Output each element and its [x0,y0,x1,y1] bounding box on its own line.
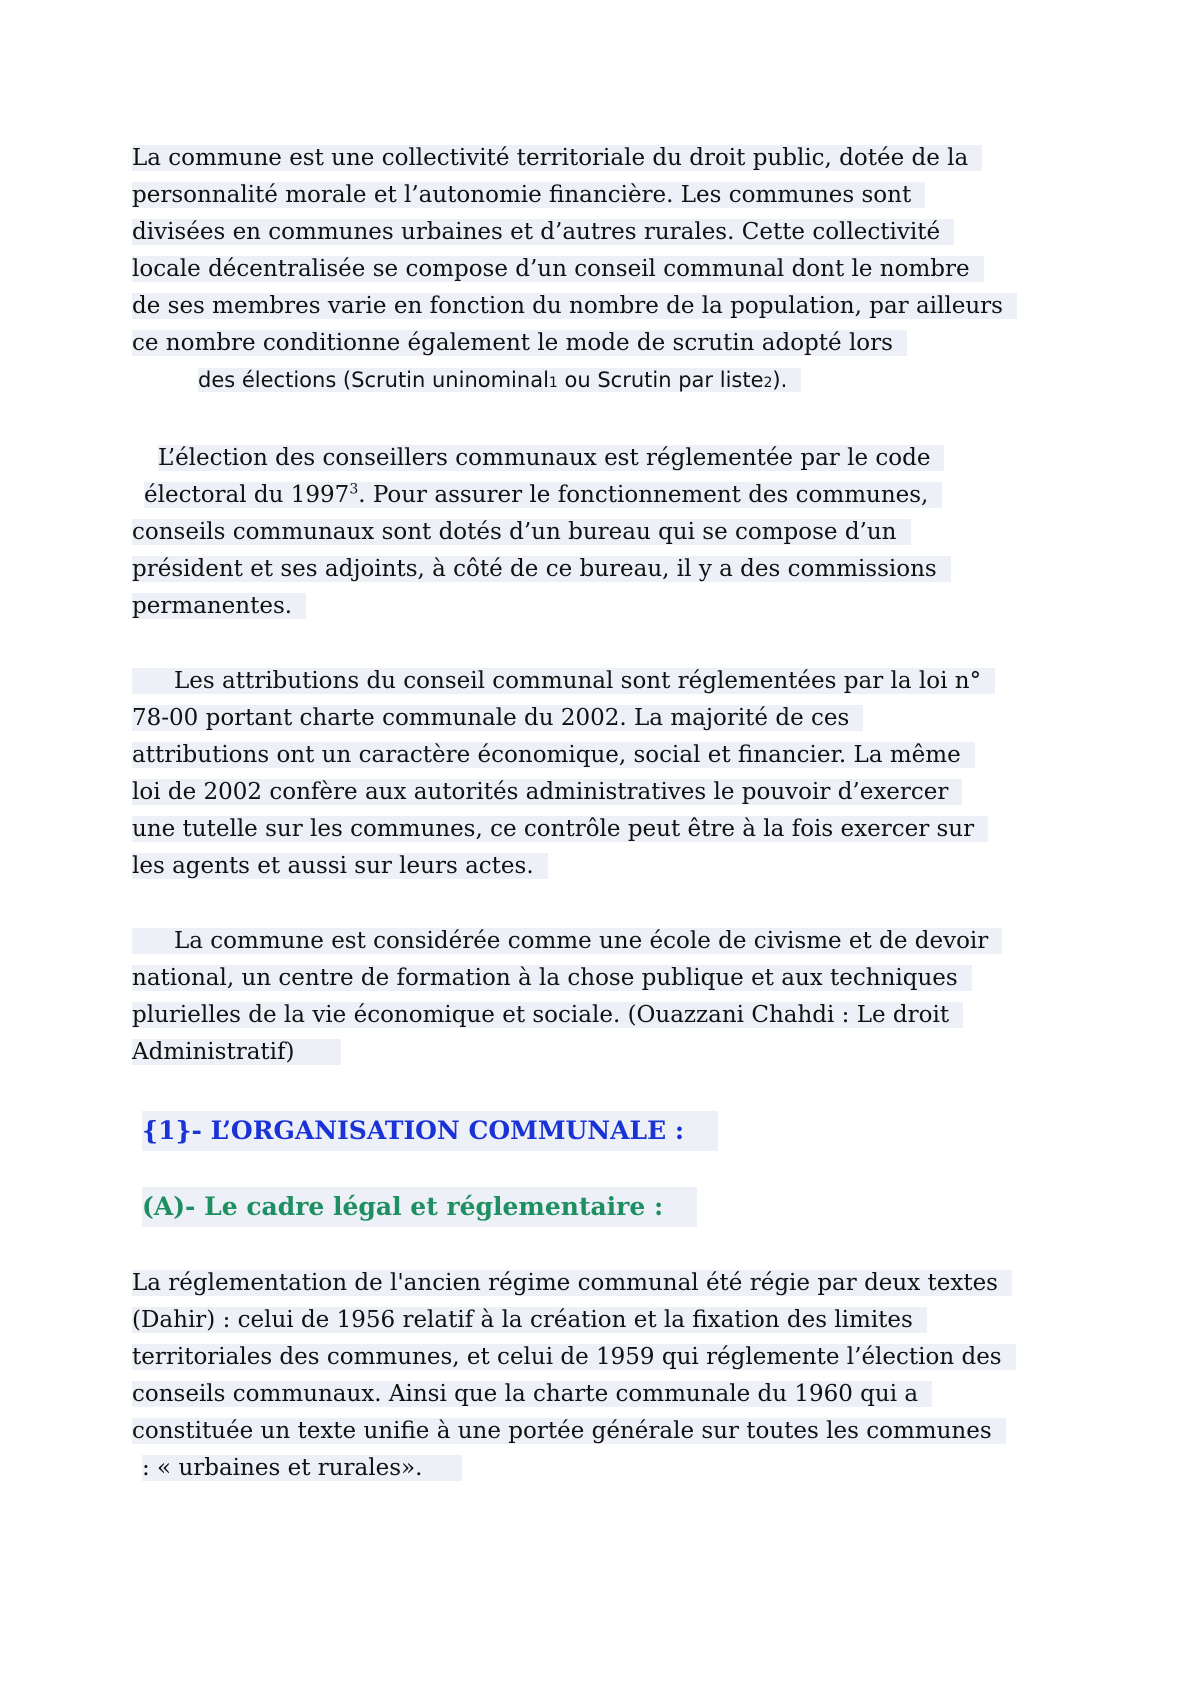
text-line: Administratif) [132,1039,341,1065]
text-line: de ses membres varie en fonction du nombre de la population, par ailleurs [132,293,1017,319]
document-page [132,140,1072,1525]
text-line: les agents et aussi sur leurs actes. [132,853,548,879]
footnote-ref-3[interactable]: 3 [349,481,359,498]
text-line: territoriales des communes, et celui de 1959 qui réglemente l’élection des [132,1344,1016,1370]
footnote-ref-1[interactable]: 1 [548,375,558,391]
subsection-heading-cadre-legal: (A)- Le cadre légal et réglementaire : [142,1187,697,1227]
paragraph-election-conseillers [132,440,1072,625]
text-line: conseils communaux. Ainsi que la charte communale du 1960 qui a [132,1381,932,1407]
text-line-elections [198,368,801,392]
text-line: L’élection des conseillers communaux est réglementée par le code [158,445,944,471]
text-line: plurielles de la vie économique et sociale. (Ouazzani Chahdi : Le droit [132,1002,963,1028]
text-line: national, un centre de formation à la chose publique et aux techniques [132,965,972,991]
text-line: locale décentralisée se compose d’un conseil communal dont le nombre [132,256,984,282]
text-line: La réglementation de l'ancien régime communal été régie par deux textes [132,1270,1012,1296]
section-heading-organisation-communale: {1}- L’ORGANISATION COMMUNALE : [142,1111,718,1151]
text-line: conseils communaux sont dotés d’un bureau qui se compose d’un [132,519,911,545]
text-fragment: électoral du 1997 [144,482,350,508]
text-line: ce nombre conditionne également le mode de scrutin adopté lors [132,330,907,356]
paragraph-attributions [132,663,1072,885]
paragraph-commune-definition [132,140,1072,402]
text-line: constituée un texte unifie à une portée générale sur toutes les communes [132,1418,1006,1444]
text-line: : « urbaines et rurales». [142,1455,462,1481]
text-line: permanentes. [132,593,306,619]
paragraph-reglementation [132,1265,1072,1487]
text-fragment: ). [772,368,788,392]
text-line: Les attributions du conseil communal sont réglementées par la loi n° [132,668,995,694]
text-line: personnalité morale et l’autonomie financière. Les communes sont [132,182,925,208]
text-fragment: des élections (Scrutin uninominal [198,368,549,392]
text-fragment: . Pour assurer le fonctionnement des communes, [358,482,929,508]
text-line-electoral [144,482,942,508]
text-line: divisées en communes urbaines et d’autres rurales. Cette collectivité [132,219,954,245]
footnote-ref-2[interactable]: 2 [763,375,773,391]
text-line: une tutelle sur les communes, ce contrôle peut être à la fois exercer sur [132,816,988,842]
text-fragment: ou Scrutin par liste [557,368,764,392]
text-line: président et ses adjoints, à côté de ce bureau, il y a des commissions [132,556,951,582]
text-line: La commune est une collectivité territoriale du droit public, dotée de la [132,145,982,171]
text-line: attributions ont un caractère économique, social et financier. La même [132,742,975,768]
text-line: 78-00 portant charte communale du 2002. La majorité de ces [132,705,863,731]
paragraph-ecole-civisme [132,923,1072,1071]
text-line: (Dahir) : celui de 1956 relatif à la création et la fixation des limites [132,1307,927,1333]
text-line: loi de 2002 confère aux autorités administratives le pouvoir d’exercer [132,779,962,805]
text-line: La commune est considérée comme une école de civisme et de devoir [132,928,1002,954]
